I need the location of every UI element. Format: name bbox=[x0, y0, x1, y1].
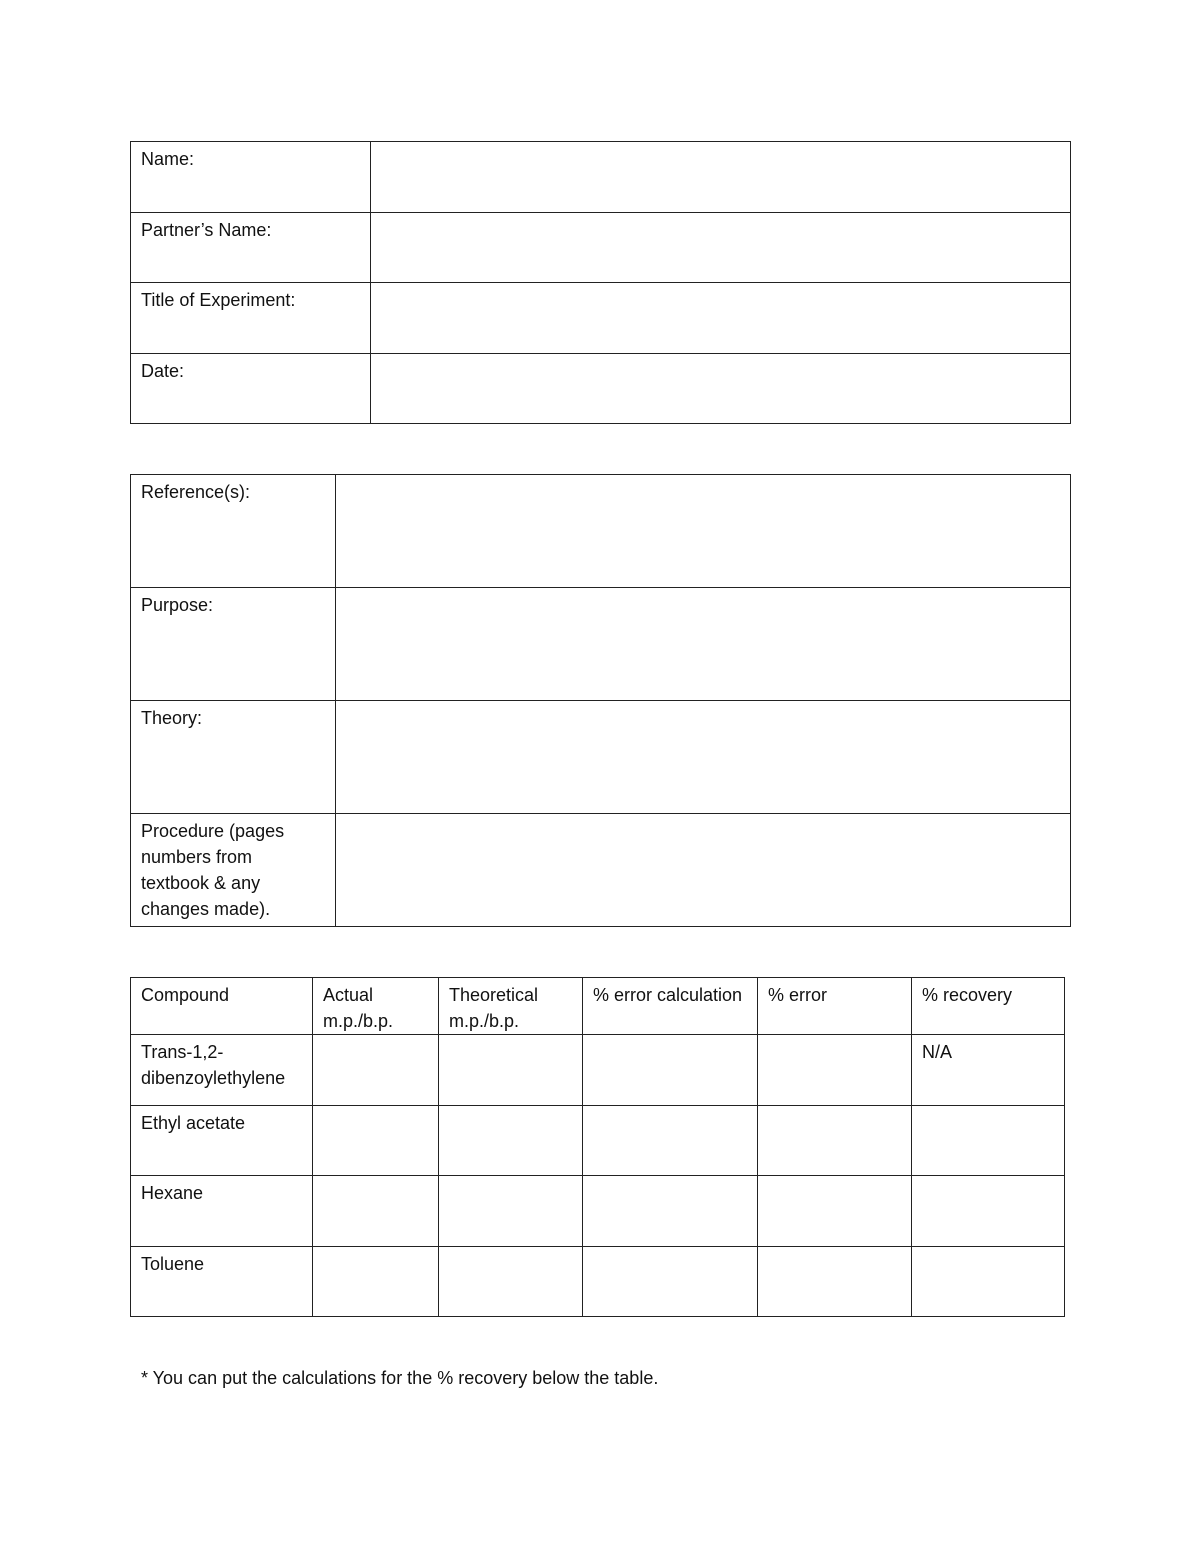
recovery-cell: N/A bbox=[912, 1035, 1065, 1106]
recovery-cell[interactable] bbox=[912, 1246, 1065, 1317]
compound-cell: Trans-1,2-dibenzoylethylene bbox=[131, 1035, 313, 1106]
table-row bbox=[131, 1246, 1065, 1317]
partner-name-field[interactable] bbox=[371, 212, 1071, 283]
compound-cell: Toluene bbox=[131, 1246, 313, 1317]
results-table bbox=[130, 977, 1065, 1317]
partner-name-label: Partner’s Name: bbox=[131, 212, 371, 283]
error-cell[interactable] bbox=[758, 1176, 912, 1247]
recovery-footnote: * You can put the calculations for the % recovery below the table. bbox=[141, 1368, 659, 1388]
percent-recovery-header: % recovery bbox=[912, 978, 1065, 1035]
actual-cell[interactable] bbox=[313, 1176, 439, 1247]
student-info-table bbox=[130, 141, 1071, 424]
theoretical-cell[interactable] bbox=[439, 1105, 583, 1176]
table-row bbox=[131, 814, 1071, 927]
experiment-title-label: Title of Experiment: bbox=[131, 283, 371, 354]
table-row bbox=[131, 353, 1071, 424]
references-field[interactable] bbox=[336, 475, 1071, 588]
actual-cell[interactable] bbox=[313, 1035, 439, 1106]
compound-header: Compound bbox=[131, 978, 313, 1035]
table-row bbox=[131, 701, 1071, 814]
recovery-cell[interactable] bbox=[912, 1105, 1065, 1176]
compound-cell: Ethyl acetate bbox=[131, 1105, 313, 1176]
table-row bbox=[131, 475, 1071, 588]
theoretical-mp-bp-header: Theoretical m.p./b.p. bbox=[439, 978, 583, 1035]
table-row bbox=[131, 1176, 1065, 1247]
lab-description-table bbox=[130, 474, 1071, 927]
purpose-label: Purpose: bbox=[131, 588, 336, 701]
error-calc-cell[interactable] bbox=[583, 1035, 758, 1106]
name-field[interactable] bbox=[371, 142, 1071, 213]
theory-field[interactable] bbox=[336, 701, 1071, 814]
recovery-cell[interactable] bbox=[912, 1176, 1065, 1247]
table-row bbox=[131, 212, 1071, 283]
procedure-label: Procedure (pages numbers from textbook & any changes made). bbox=[131, 814, 336, 927]
references-label: Reference(s): bbox=[131, 475, 336, 588]
actual-cell[interactable] bbox=[313, 1246, 439, 1317]
purpose-field[interactable] bbox=[336, 588, 1071, 701]
procedure-field[interactable] bbox=[336, 814, 1071, 927]
table-row bbox=[131, 588, 1071, 701]
theoretical-cell[interactable] bbox=[439, 1246, 583, 1317]
experiment-title-field[interactable] bbox=[371, 283, 1071, 354]
table-row bbox=[131, 142, 1071, 213]
name-label: Name: bbox=[131, 142, 371, 213]
actual-cell[interactable] bbox=[313, 1105, 439, 1176]
date-label: Date: bbox=[131, 353, 371, 424]
date-field[interactable] bbox=[371, 353, 1071, 424]
theoretical-cell[interactable] bbox=[439, 1035, 583, 1106]
percent-error-header: % error bbox=[758, 978, 912, 1035]
error-calc-cell[interactable] bbox=[583, 1246, 758, 1317]
error-calculation-header: % error calculation bbox=[583, 978, 758, 1035]
table-header-row bbox=[131, 978, 1065, 1035]
error-cell[interactable] bbox=[758, 1035, 912, 1106]
error-cell[interactable] bbox=[758, 1105, 912, 1176]
actual-mp-bp-header: Actual m.p./b.p. bbox=[313, 978, 439, 1035]
error-calc-cell[interactable] bbox=[583, 1176, 758, 1247]
table-row bbox=[131, 1035, 1065, 1106]
compound-cell: Hexane bbox=[131, 1176, 313, 1247]
theoretical-cell[interactable] bbox=[439, 1176, 583, 1247]
table-row bbox=[131, 1105, 1065, 1176]
error-cell[interactable] bbox=[758, 1246, 912, 1317]
theory-label: Theory: bbox=[131, 701, 336, 814]
error-calc-cell[interactable] bbox=[583, 1105, 758, 1176]
table-row bbox=[131, 283, 1071, 354]
